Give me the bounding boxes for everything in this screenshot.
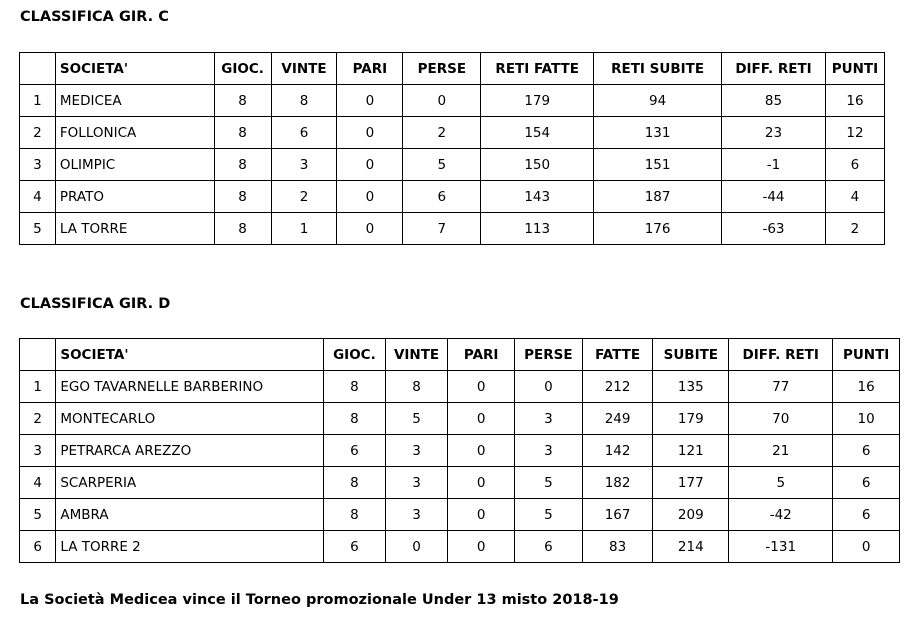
cell-goals-for: 150 bbox=[481, 149, 594, 181]
table-header-row bbox=[20, 339, 900, 371]
cell-team: MEDICEA bbox=[55, 85, 214, 117]
cell-goals-for: 83 bbox=[582, 531, 653, 563]
section-title-girone-c: CLASSIFICA GIR. C bbox=[20, 9, 169, 25]
cell-team: MONTECARLO bbox=[56, 403, 324, 435]
table-header-row bbox=[20, 53, 885, 85]
cell-goals-against: 131 bbox=[594, 117, 722, 149]
cell-goal-difference: 70 bbox=[729, 403, 833, 435]
cell-goals-for: 142 bbox=[582, 435, 653, 467]
cell-won: 0 bbox=[385, 531, 448, 563]
header-points: PUNTI bbox=[833, 339, 900, 371]
cell-rank: 6 bbox=[20, 531, 56, 563]
cell-goals-against: 94 bbox=[594, 85, 722, 117]
cell-team: LA TORRE 2 bbox=[56, 531, 324, 563]
cell-goal-difference: 21 bbox=[729, 435, 833, 467]
cell-played: 6 bbox=[324, 435, 386, 467]
cell-lost: 3 bbox=[515, 435, 583, 467]
cell-won: 3 bbox=[385, 467, 448, 499]
table-row bbox=[20, 499, 900, 531]
cell-won: 6 bbox=[271, 117, 337, 149]
table-row bbox=[20, 435, 900, 467]
cell-drawn: 0 bbox=[337, 117, 403, 149]
header-lost: PERSE bbox=[403, 53, 481, 85]
cell-goal-difference: -63 bbox=[722, 213, 826, 245]
cell-rank: 4 bbox=[20, 467, 56, 499]
cell-played: 8 bbox=[324, 467, 386, 499]
cell-drawn: 0 bbox=[337, 181, 403, 213]
cell-points: 12 bbox=[825, 117, 884, 149]
cell-points: 16 bbox=[833, 371, 900, 403]
cell-won: 8 bbox=[271, 85, 337, 117]
cell-rank: 1 bbox=[20, 85, 56, 117]
header-played: GIOC. bbox=[324, 339, 386, 371]
cell-team: LA TORRE bbox=[55, 213, 214, 245]
cell-played: 8 bbox=[324, 499, 386, 531]
header-goals-against: SUBITE bbox=[653, 339, 729, 371]
header-rank bbox=[20, 53, 56, 85]
cell-lost: 6 bbox=[515, 531, 583, 563]
cell-won: 3 bbox=[385, 435, 448, 467]
cell-played: 8 bbox=[324, 371, 386, 403]
header-drawn: PARI bbox=[337, 53, 403, 85]
cell-goals-for: 179 bbox=[481, 85, 594, 117]
cell-drawn: 0 bbox=[337, 85, 403, 117]
cell-team: SCARPERIA bbox=[56, 467, 324, 499]
cell-won: 5 bbox=[385, 403, 448, 435]
header-lost: PERSE bbox=[515, 339, 583, 371]
cell-lost: 0 bbox=[403, 85, 481, 117]
cell-goals-against: 209 bbox=[653, 499, 729, 531]
cell-lost: 6 bbox=[403, 181, 481, 213]
standings-table-girone-c bbox=[19, 52, 885, 245]
header-goal-difference: DIFF. RETI bbox=[722, 53, 826, 85]
cell-goals-against: 151 bbox=[594, 149, 722, 181]
cell-goals-against: 176 bbox=[594, 213, 722, 245]
cell-team: OLIMPIC bbox=[55, 149, 214, 181]
cell-drawn: 0 bbox=[448, 403, 515, 435]
cell-drawn: 0 bbox=[448, 531, 515, 563]
cell-lost: 5 bbox=[403, 149, 481, 181]
cell-goals-against: 121 bbox=[653, 435, 729, 467]
cell-points: 6 bbox=[833, 435, 900, 467]
cell-points: 16 bbox=[825, 85, 884, 117]
cell-goals-for: 249 bbox=[582, 403, 653, 435]
cell-drawn: 0 bbox=[448, 435, 515, 467]
cell-won: 3 bbox=[385, 499, 448, 531]
cell-rank: 3 bbox=[20, 149, 56, 181]
cell-drawn: 0 bbox=[448, 467, 515, 499]
cell-goal-difference: -42 bbox=[729, 499, 833, 531]
cell-points: 2 bbox=[825, 213, 884, 245]
cell-team: FOLLONICA bbox=[55, 117, 214, 149]
header-goals-for: FATTE bbox=[582, 339, 653, 371]
table-row bbox=[20, 85, 885, 117]
cell-won: 1 bbox=[271, 213, 337, 245]
cell-played: 6 bbox=[324, 531, 386, 563]
cell-lost: 2 bbox=[403, 117, 481, 149]
cell-drawn: 0 bbox=[448, 499, 515, 531]
cell-played: 8 bbox=[214, 117, 271, 149]
cell-goals-against: 135 bbox=[653, 371, 729, 403]
cell-lost: 0 bbox=[515, 371, 583, 403]
table-row bbox=[20, 403, 900, 435]
standings-table-girone-d bbox=[19, 338, 900, 563]
header-won: VINTE bbox=[385, 339, 448, 371]
cell-won: 2 bbox=[271, 181, 337, 213]
cell-goals-for: 182 bbox=[582, 467, 653, 499]
cell-played: 8 bbox=[214, 85, 271, 117]
table-row bbox=[20, 149, 885, 181]
cell-rank: 3 bbox=[20, 435, 56, 467]
header-goals-for: RETI FATTE bbox=[481, 53, 594, 85]
cell-lost: 3 bbox=[515, 403, 583, 435]
cell-points: 10 bbox=[833, 403, 900, 435]
cell-rank: 2 bbox=[20, 403, 56, 435]
cell-played: 8 bbox=[214, 181, 271, 213]
cell-goal-difference: 23 bbox=[722, 117, 826, 149]
cell-goals-for: 212 bbox=[582, 371, 653, 403]
cell-team: PRATO bbox=[55, 181, 214, 213]
cell-lost: 7 bbox=[403, 213, 481, 245]
cell-won: 3 bbox=[271, 149, 337, 181]
cell-goal-difference: -131 bbox=[729, 531, 833, 563]
cell-goals-against: 214 bbox=[653, 531, 729, 563]
cell-played: 8 bbox=[324, 403, 386, 435]
header-goal-difference: DIFF. RETI bbox=[729, 339, 833, 371]
cell-played: 8 bbox=[214, 213, 271, 245]
cell-goal-difference: -44 bbox=[722, 181, 826, 213]
table-row bbox=[20, 371, 900, 403]
header-won: VINTE bbox=[271, 53, 337, 85]
cell-team: AMBRA bbox=[56, 499, 324, 531]
cell-points: 6 bbox=[833, 467, 900, 499]
table-row bbox=[20, 181, 885, 213]
header-team: SOCIETA' bbox=[56, 339, 324, 371]
cell-goals-for: 167 bbox=[582, 499, 653, 531]
table-row bbox=[20, 531, 900, 563]
cell-goals-for: 113 bbox=[481, 213, 594, 245]
cell-goal-difference: -1 bbox=[722, 149, 826, 181]
section-title-girone-d: CLASSIFICA GIR. D bbox=[20, 296, 171, 312]
cell-drawn: 0 bbox=[448, 371, 515, 403]
table-row bbox=[20, 213, 885, 245]
cell-points: 6 bbox=[833, 499, 900, 531]
cell-team: EGO TAVARNELLE BARBERINO bbox=[56, 371, 324, 403]
cell-lost: 5 bbox=[515, 499, 583, 531]
cell-rank: 4 bbox=[20, 181, 56, 213]
cell-team: PETRARCA AREZZO bbox=[56, 435, 324, 467]
cell-goals-against: 187 bbox=[594, 181, 722, 213]
cell-points: 6 bbox=[825, 149, 884, 181]
header-points: PUNTI bbox=[825, 53, 884, 85]
header-rank bbox=[20, 339, 56, 371]
cell-goals-against: 179 bbox=[653, 403, 729, 435]
cell-rank: 5 bbox=[20, 213, 56, 245]
header-drawn: PARI bbox=[448, 339, 515, 371]
cell-drawn: 0 bbox=[337, 213, 403, 245]
table-row bbox=[20, 117, 885, 149]
table-row bbox=[20, 467, 900, 499]
cell-goals-for: 143 bbox=[481, 181, 594, 213]
cell-points: 0 bbox=[833, 531, 900, 563]
cell-goal-difference: 77 bbox=[729, 371, 833, 403]
cell-drawn: 0 bbox=[337, 149, 403, 181]
cell-goal-difference: 85 bbox=[722, 85, 826, 117]
cell-points: 4 bbox=[825, 181, 884, 213]
header-team: SOCIETA' bbox=[55, 53, 214, 85]
cell-won: 8 bbox=[385, 371, 448, 403]
cell-goals-against: 177 bbox=[653, 467, 729, 499]
cell-rank: 2 bbox=[20, 117, 56, 149]
header-played: GIOC. bbox=[214, 53, 271, 85]
cell-rank: 1 bbox=[20, 371, 56, 403]
cell-goals-for: 154 bbox=[481, 117, 594, 149]
cell-lost: 5 bbox=[515, 467, 583, 499]
header-goals-against: RETI SUBITE bbox=[594, 53, 722, 85]
tournament-winner-note: La Società Medicea vince il Torneo promozionale Under 13 misto 2018-19 bbox=[20, 592, 619, 608]
cell-rank: 5 bbox=[20, 499, 56, 531]
cell-played: 8 bbox=[214, 149, 271, 181]
cell-goal-difference: 5 bbox=[729, 467, 833, 499]
